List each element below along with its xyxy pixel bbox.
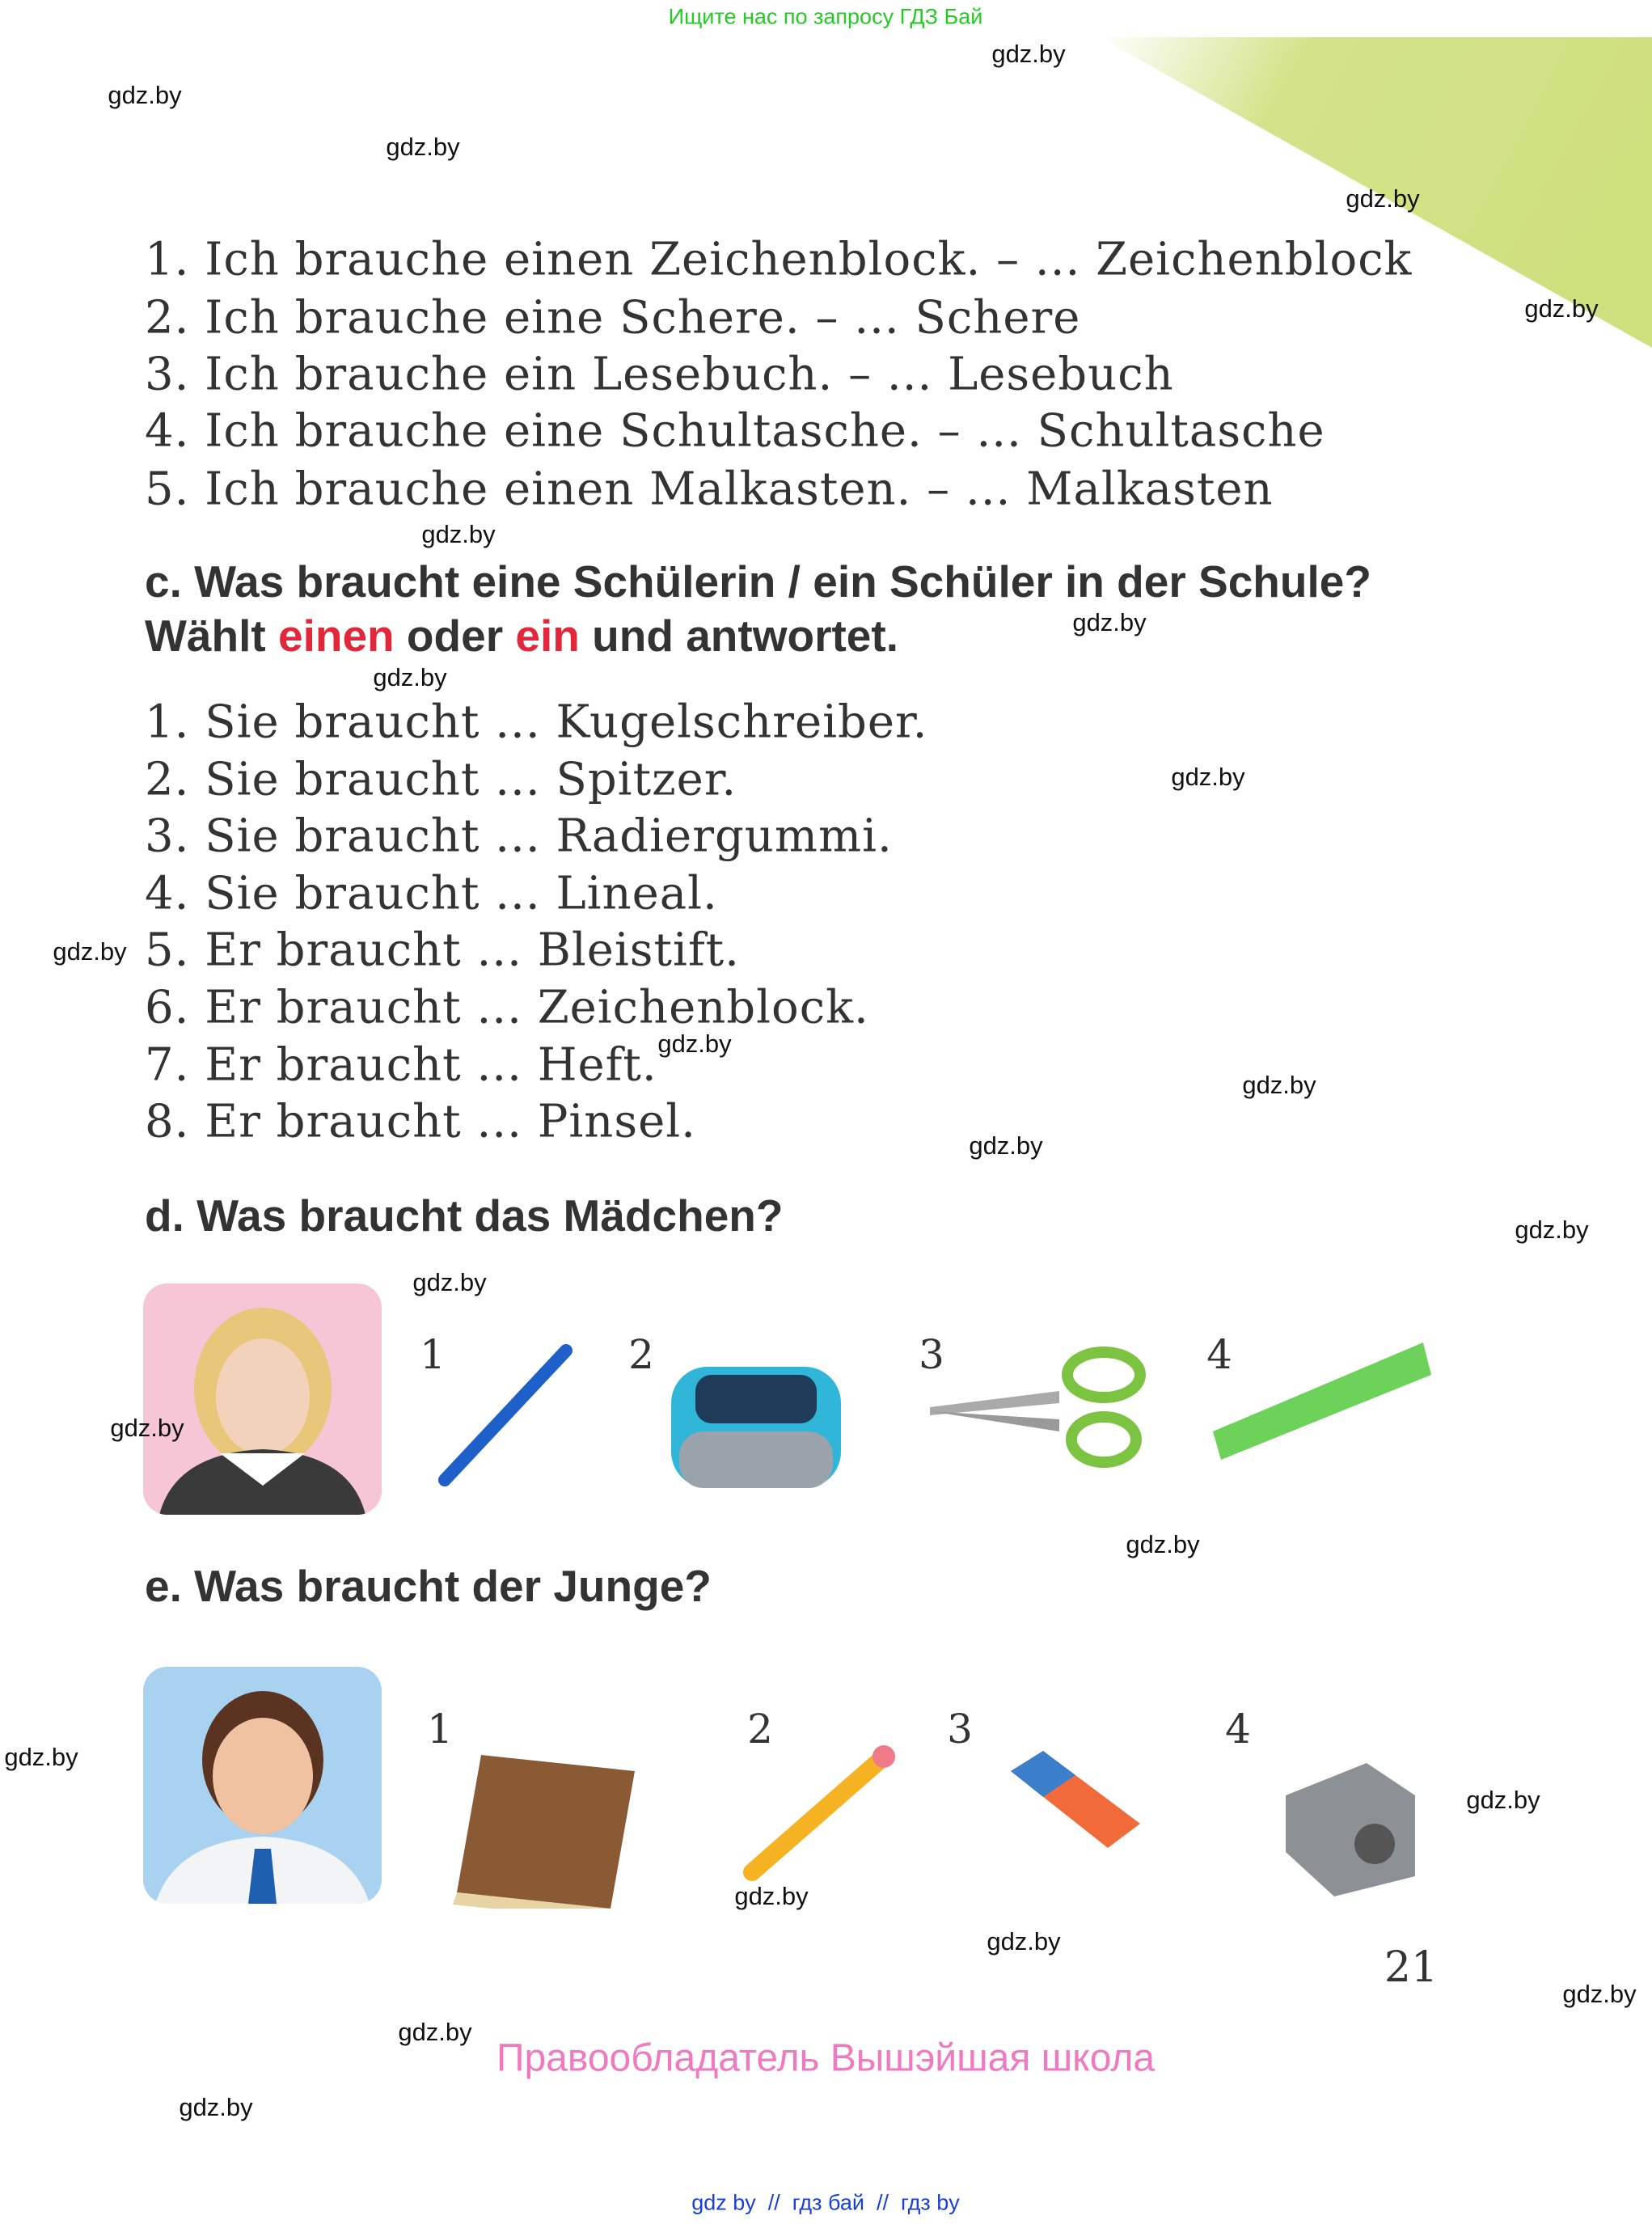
- watermark: gdz.by: [1171, 763, 1245, 791]
- watermark: gdz.by: [987, 1927, 1061, 1956]
- item-number: 3: [947, 1706, 973, 1753]
- watermark: gdz.by: [412, 1268, 487, 1296]
- copyright-notice: Правообладатель Вышэйшая школа: [496, 2036, 1156, 2080]
- exercise-b-line: 5. Ich brauche einen Malkasten. – ... Malkasten: [145, 463, 1274, 516]
- watermark: gdz.by: [1466, 1786, 1540, 1814]
- page-number: 21: [1384, 1943, 1439, 1992]
- exercise-c-item: 3. Sie braucht ... Radiergummi.: [145, 810, 893, 863]
- watermark: gdz.by: [386, 133, 460, 161]
- girl-photo: [143, 1283, 382, 1515]
- watermark: gdz.by: [1126, 1530, 1200, 1558]
- highlight-einen: einen: [277, 611, 395, 661]
- instruction-text: Wählt: [145, 611, 278, 661]
- item-number: 4: [1206, 1331, 1232, 1378]
- watermark: gdz.by: [4, 1743, 78, 1771]
- watermark: gdz.by: [1346, 184, 1420, 213]
- exercise-b-line: 2. Ich brauche eine Schere. – ... Schere: [145, 291, 1081, 345]
- highlight-ein: ein: [515, 611, 580, 661]
- watermark: gdz.by: [969, 1131, 1043, 1160]
- item-number: 1: [427, 1706, 453, 1753]
- exercise-c-instruction: [145, 610, 898, 662]
- exercise-c-item: 8. Er braucht ... Pinsel.: [145, 1095, 696, 1148]
- item-number: 3: [919, 1331, 944, 1378]
- watermark: gdz.by: [1562, 1980, 1637, 2008]
- pen-icon: [429, 1342, 582, 1488]
- exercise-c-item: 7. Er braucht ... Heft.: [145, 1038, 657, 1092]
- exercise-b-line: 3. Ich brauche ein Lesebuch. – ... Lesebuch: [145, 348, 1174, 401]
- watermark: gdz.by: [1242, 1071, 1316, 1099]
- item-number: 4: [1225, 1706, 1251, 1753]
- watermark: gdz.by: [657, 1030, 732, 1058]
- watermark: gdz.by: [1072, 608, 1147, 636]
- instruction-text: und antwortet.: [579, 611, 898, 661]
- exercise-c-item: 6. Er braucht ... Zeichenblock.: [145, 981, 869, 1034]
- footer-links[interactable]: gdz by // гдз бай // гдз by: [691, 2190, 960, 2215]
- exercise-c-item: 4. Sie braucht ... Lineal.: [145, 867, 718, 920]
- exercise-d-heading: d. Was braucht das Mädchen?: [145, 1190, 784, 1241]
- watermark: gdz.by: [991, 40, 1066, 68]
- exercise-b-line: 1. Ich brauche einen Zeichenblock. – ... Zeichenblock: [145, 233, 1413, 286]
- exercise-e-heading: e. Was braucht der Junge?: [145, 1561, 712, 1611]
- exercise-c-heading: c. Was braucht eine Schülerin / ein Schüler in der Schule?: [145, 556, 1371, 607]
- watermark: gdz.by: [373, 663, 447, 691]
- watermark: gdz.by: [1515, 1216, 1589, 1244]
- watermark: gdz.by: [734, 1882, 809, 1910]
- sharpener-icon: [1278, 1755, 1423, 1901]
- item-number: 2: [747, 1706, 773, 1753]
- pencil-icon: [736, 1739, 902, 1884]
- watermark: gdz.by: [110, 1414, 184, 1442]
- eraser-icon: [1003, 1747, 1148, 1868]
- exercise-c-item: 5. Er braucht ... Bleistift.: [145, 924, 740, 977]
- exercise-c-item: 1. Sie braucht ... Kugelschreiber.: [145, 696, 928, 749]
- ruler-icon: [1205, 1334, 1431, 1464]
- watermark: gdz.by: [108, 81, 182, 109]
- item-number: 1: [420, 1331, 446, 1378]
- scissors-icon: [922, 1342, 1152, 1472]
- watermark: gdz.by: [179, 2093, 253, 2121]
- watermark: gdz.by: [398, 2018, 472, 2046]
- top-banner[interactable]: Ищите нас по запросу ГДЗ Бай: [668, 4, 983, 29]
- watermark: gdz.by: [1524, 294, 1599, 323]
- pencil-case-icon: [663, 1342, 849, 1504]
- item-number: 2: [628, 1331, 654, 1378]
- instruction-text: oder: [394, 611, 516, 661]
- exercise-b-line: 4. Ich brauche eine Schultasche. – ... Schultasche: [145, 404, 1325, 458]
- exercise-c-item: 2. Sie braucht ... Spitzer.: [145, 753, 737, 806]
- book-icon: [449, 1747, 643, 1909]
- watermark: gdz.by: [53, 937, 127, 966]
- watermark: gdz.by: [421, 520, 496, 548]
- boy-photo: [143, 1667, 382, 1904]
